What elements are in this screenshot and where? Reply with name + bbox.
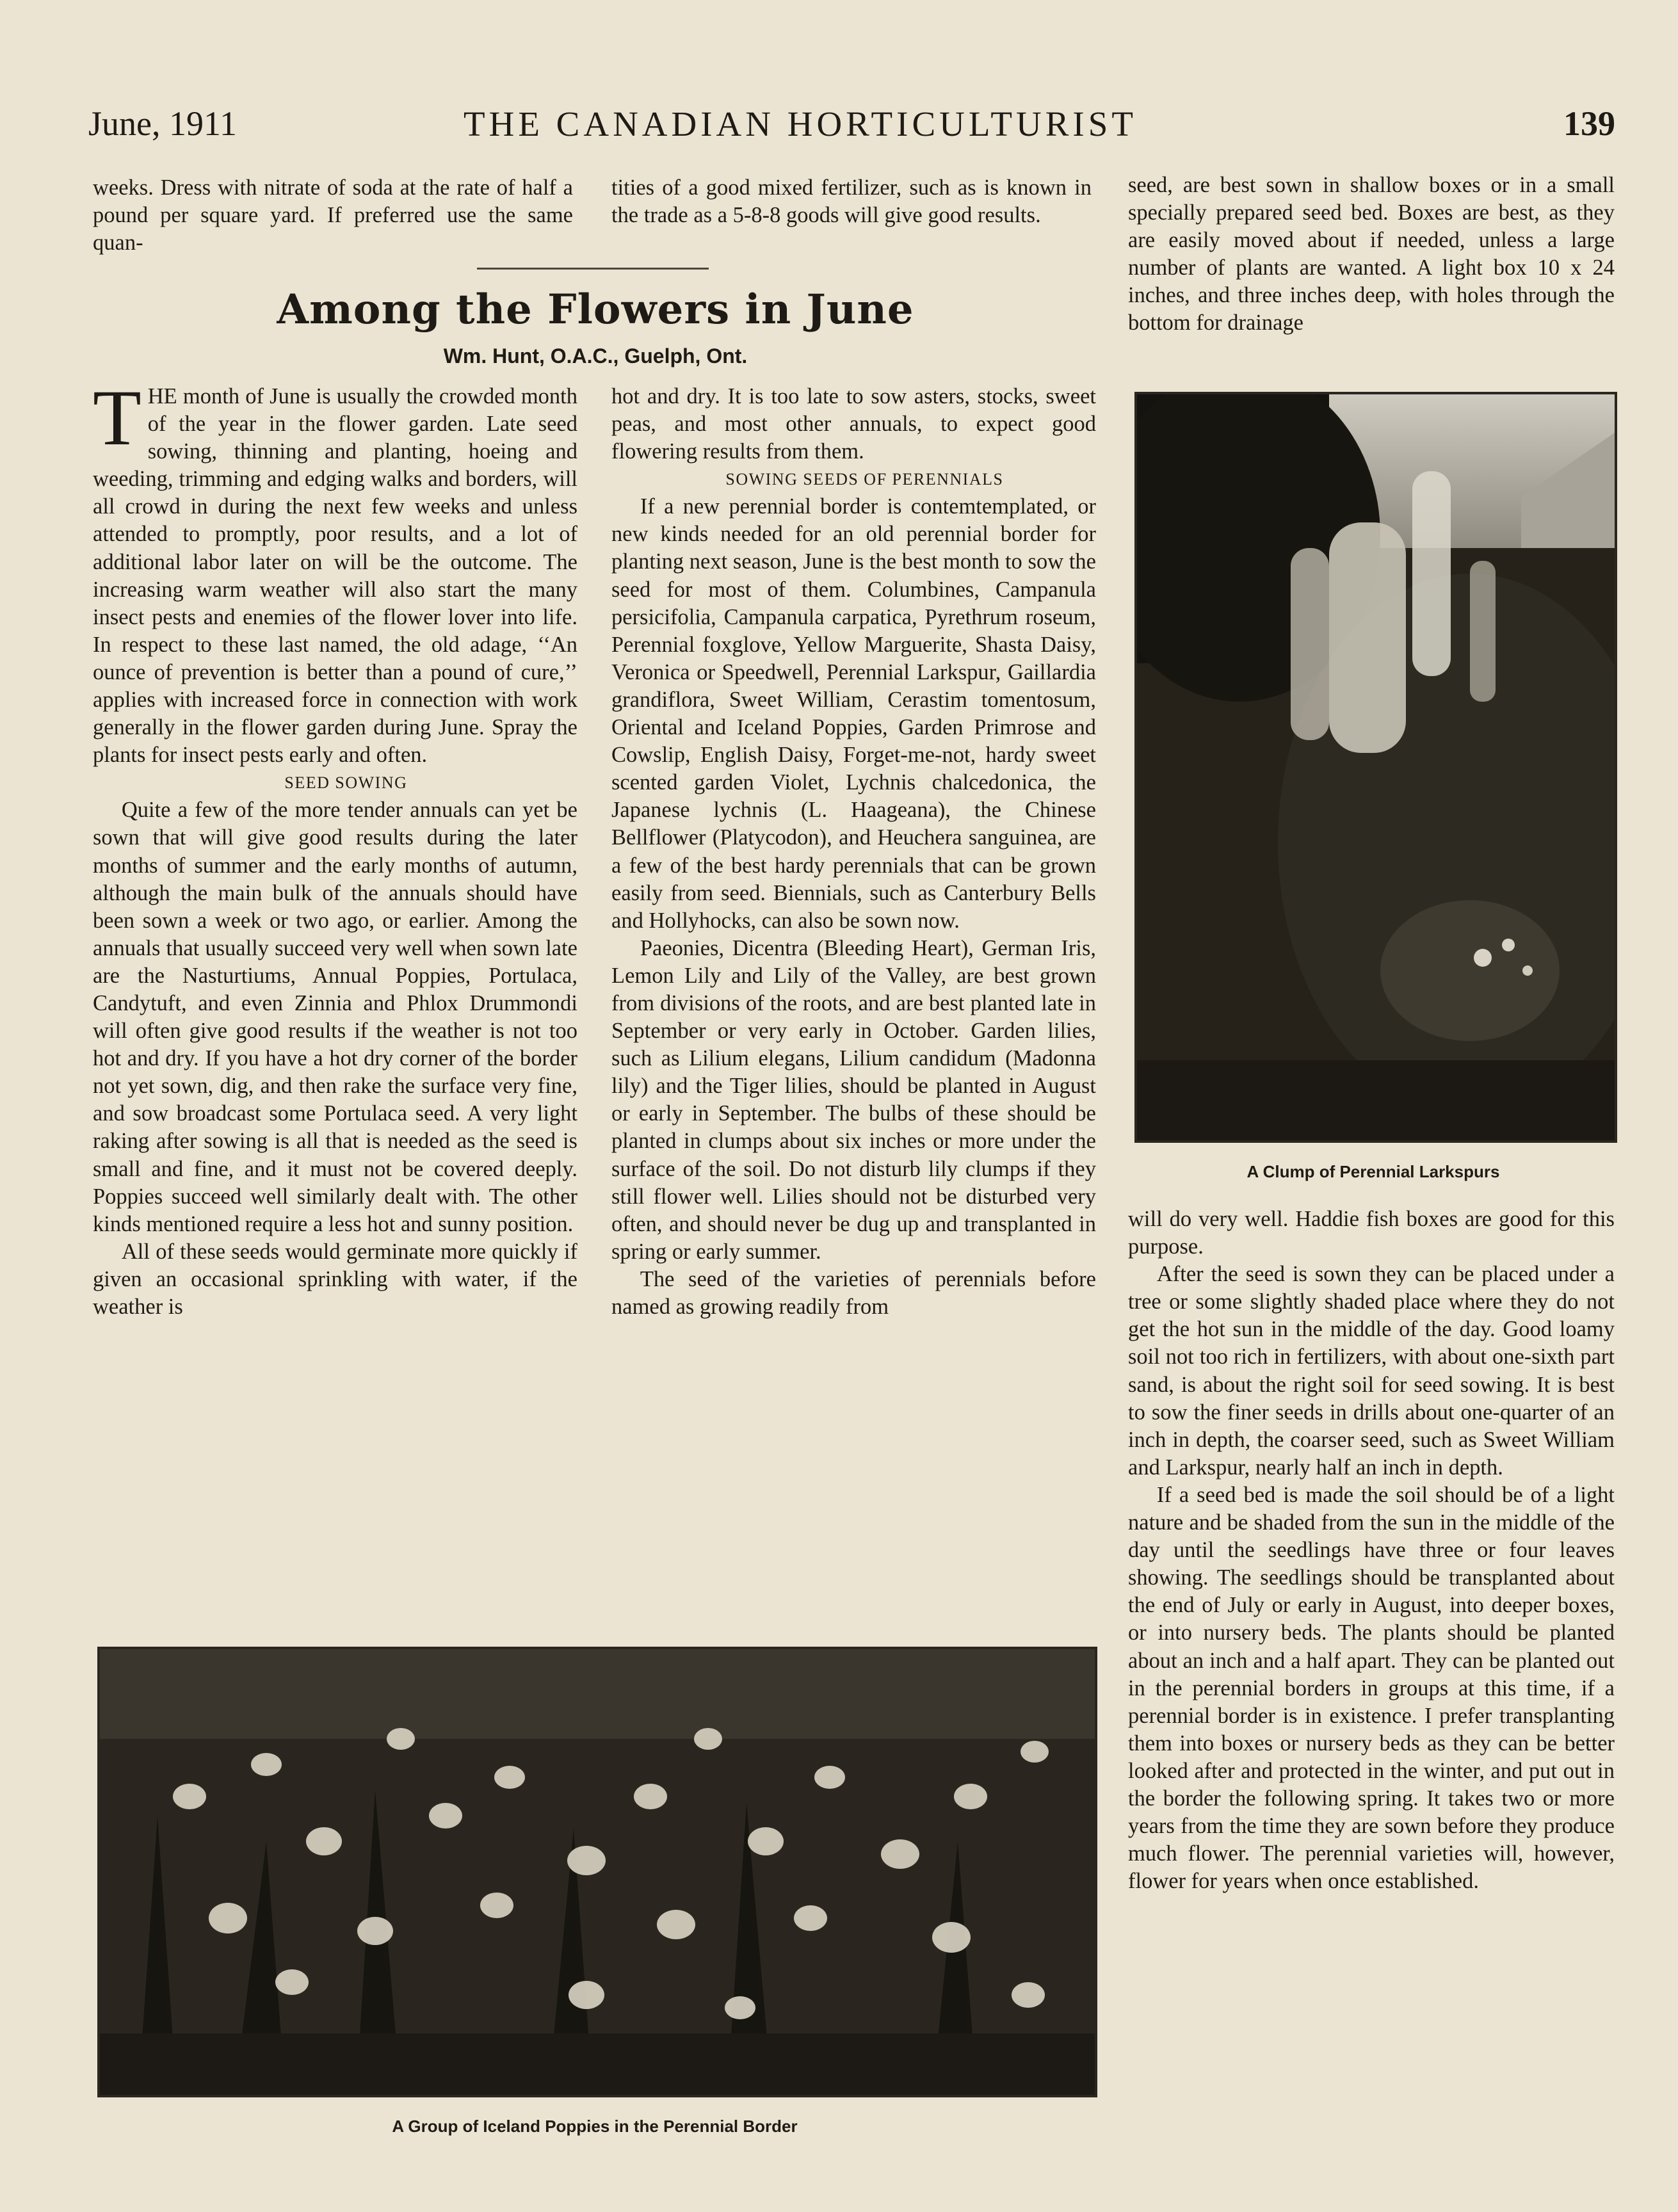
article-byline: Wm. Hunt, O.A.C., Guelph, Ont. xyxy=(443,344,748,367)
paragraph-hot-dry: hot and dry. It is too late to sow asters, stocks, sweet peas, and most other annuals, to expect good flowering results from them. xyxy=(611,384,1096,464)
magazine-title: THE CANADIAN HORTICULTURIST xyxy=(464,104,1137,143)
paragraph-perennial-border: If a new perennial border is contemtemplated, or new kinds needed for an old perennial border for planting next season, June is the best month to sow the seed for most of them. Columbines, Campanula persicifolia, Campanula carpatica, Pyrethrum roseum, Perennial foxglove, Yellow Marguerite, Shasta Daisy, Veronica or Speedwell, Perennial Larkspur, Gaillardia grandiflora, Sweet William, Cerastim tomentosum, Oriental and Iceland Poppies, Garden Primrose and Cowslip, English Daisy, Forget-me-not, hardy sweet scented garden Violet, Lychnis chalcedonica, the Japanese lychnis (L. Haageana), the Chinese Bellflower (Platycodon), and Heuchera sanguinea, are a few of the best hardy perennials that can be grown easily from seed. Biennials, such as Canterbury Bells and Hollyhocks, can also be sown now. xyxy=(611,494,1096,933)
larkspur-caption: A Clump of Perennial Larkspurs xyxy=(1246,1162,1500,1181)
intro-text: HE month of June is usually the crowded month of the year in the flower garden. Late seed sowing, thinning and planting, hoeing and weeding, trimming and edging walks and borders, will all crowd in during the next few weeks and unless attended to promptly, poor results, and a lot of additional labor later on will be the outcome. The increasing warm weather will also start the many insect pests and enemies of the flower lover into life. In respect to these last named, the old adage, ‘‘An ounce of prevention is better than a pound of cure,’’ applies with increased force in connection with work generally in the flower garden during June. Spray the plants for insect pests early and often. xyxy=(93,384,577,768)
article-title: Among the Flowers in June xyxy=(277,286,914,334)
paragraph-annuals: Quite a few of the more tender annuals can yet be sown that will give good results during the later months of summer and the early months of autumn, although the main bulk of the annuals should have been sown a week or two ago, or earlier. Among the annuals that usually succeed very well when sown late are the Nasturtiums, Annual Poppies, Portulaca, Candytuft, and even Zinnia and Phlox Drummondi will often give good results if the weather is not too hot and dry. If you have a hot dry corner of the border not yet sown, dig, and then rake the surface very fine, and sow broadcast some Portulaca seed. A very light raking after sowing is all that is needed as the seed is small and fine, and it must not be covered deeply. Poppies succeed well similarly dealt with. The other kinds mentioned require a less hot and sunny position. xyxy=(93,798,577,1236)
paragraph-germinate: All of these seeds would germinate more quickly if given an occasional sprinkling with water, if the weather is xyxy=(93,1239,577,1319)
paragraph-seed-bed: If a seed bed is made the soil should be of a light nature and be shaded from the sun in the middle of the day until the seedlings have three or four leaves showing. The seedlings should be transplanted about the end of July or early in August, into deeper boxes, or into nursery beds. The plants should be planted about an inch and a half apart. They can be planted out in the perennial borders in groups at this time, if a perennial border is in existence. I prefer transplanting them into boxes or nursery beds as they can be better looked after and protected in the winter, and put out in the border the following spring. It takes two or more years from the time they are sown before they produce much flower. The perennial varieties will, however, flower for years when once established. xyxy=(1128,1482,1615,1894)
paragraph-paeonies: Paeonies, Dicentra (Bleeding Heart), German Iris, Lemon Lily and Lily of the Valley, are best grown from divisions of the roots, and are best planted late in September or very early in October. Garden lilies, such as Lilium elegans, Lilium candidum (Madonna lily) and the Tiger lilies, should be planted in August or early in September. The bulbs of these should be planted in clumps about six inches or more under the surface of the soil. Do not disturb lily clumps if they still flower well. Lilies should not be disturbed very often, and should never be dug up and transplanted in spring or early summer. xyxy=(611,935,1096,1264)
paragraph-seed-varieties: The seed of the varieties of perennials before named as growing readily from xyxy=(611,1266,1096,1319)
subhead-seed-sowing: SEED SOWING xyxy=(284,773,408,793)
page-number: 139 xyxy=(1563,104,1615,143)
article-column-3-top xyxy=(1128,172,1615,337)
paragraph-after-sowing: After the seed is sown they can be placed under a tree or some slightly shaded place where they do not get the hot sun in the middle of the day. Good loamy soil not too rich in fertilizers, with about one-sixth part sand, is about the right soil for seed sowing. It is best to sow the finer seeds in drills about one-quarter of an inch in depth, the coarser seed, such as Sweet William and Larkspur, nearly half an inch in depth. xyxy=(1128,1262,1615,1480)
intro-paragraph xyxy=(93,374,577,769)
poppies-caption: A Group of Iceland Poppies in the Perennial Border xyxy=(392,2117,798,2136)
prev-article-text-1: weeks. Dress with nitrate of soda at the rate of half a pound per square yard. If preferred use the same quan- xyxy=(93,175,573,255)
running-header xyxy=(88,104,1615,155)
poppies-illustration xyxy=(100,1649,1095,2095)
article-column-1 xyxy=(93,374,577,1321)
issue-date: June, 1911 xyxy=(88,104,237,143)
prev-article-text-2: tities of a good mixed fertilizer, such as is known in the trade as a 5-8-8 goods will give good results. xyxy=(611,175,1092,228)
prev-article-col1 xyxy=(93,174,573,257)
larkspur-photo xyxy=(1134,392,1617,1143)
drop-cap: T xyxy=(93,374,141,462)
article-column-3-bottom xyxy=(1128,1206,1615,1895)
prev-article-col2 xyxy=(611,174,1092,229)
paragraph-shallow-boxes: seed, are best sown in shallow boxes or in a small specially prepared seed bed. Boxes are best, as they are easily moved about if needed, unless a large number of plants are wanted. A light box 10 x 24 inches, and three inches deep, with holes through the bottom for drainage xyxy=(1128,173,1615,335)
article-column-2 xyxy=(611,383,1096,1321)
article-separator-rule xyxy=(477,268,709,270)
poppies-photo xyxy=(97,1647,1097,2097)
subhead-perennials: SOWING SEEDS OF PERENNIALS xyxy=(725,470,1004,489)
paragraph-haddie-boxes: will do very well. Haddie fish boxes are good for this purpose. xyxy=(1128,1207,1615,1259)
larkspur-illustration xyxy=(1137,394,1615,1140)
